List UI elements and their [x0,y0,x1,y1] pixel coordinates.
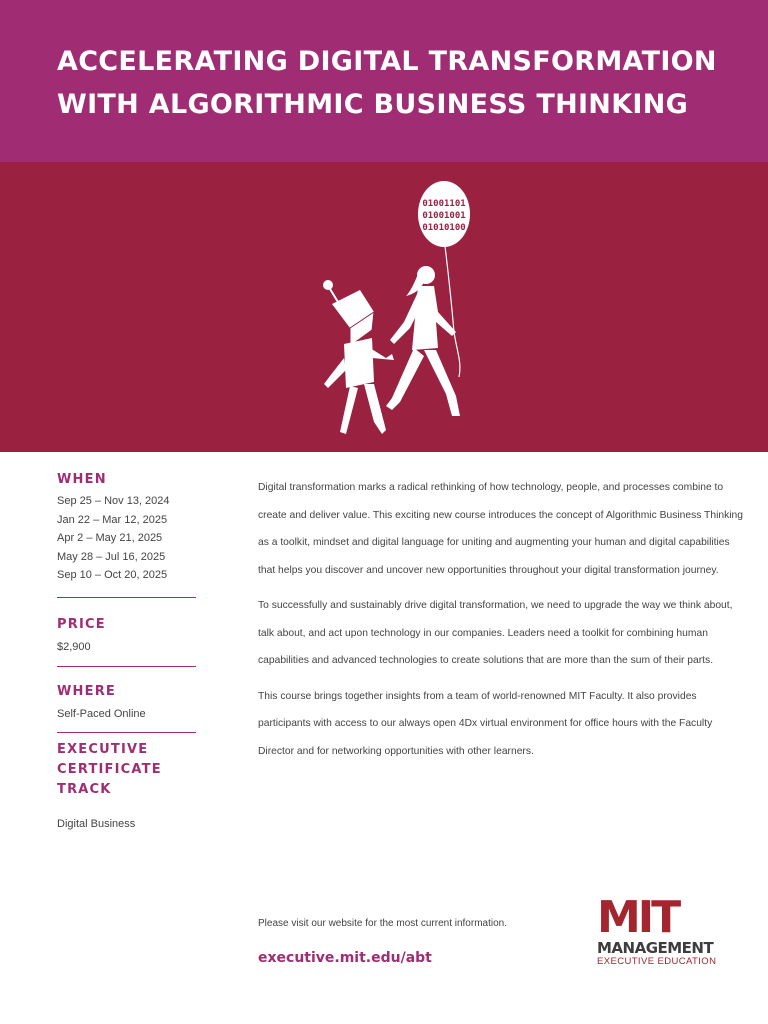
website-link[interactable]: executive.mit.edu/abt [258,950,432,966]
hero-illustration [0,162,768,452]
track-heading [57,740,196,800]
logo-management: MANAGEMENT [597,939,714,957]
track-heading-line: EXECUTIVE [57,741,149,757]
price-value: $2,900 [57,640,91,653]
balloon-line-2: 01001001 [422,211,466,221]
divider [57,597,196,598]
title-line-1: ACCELERATING DIGITAL TRANSFORMATION [57,46,717,77]
balloon-line-3: 01010100 [422,223,466,233]
when-heading: WHEN [57,472,107,487]
description-paragraph: This course brings together insights from a team of world-renowned MIT Faculty. It also provides participants with access to our always open 4Dx virtual environment for office hours with the Faculty Director and for networking opportunities with other learners. [258,690,713,757]
date-item: Sep 25 – Nov 13, 2024 [57,495,170,507]
date-item: Jan 22 – Mar 12, 2025 [57,513,168,526]
where-value: Self-Paced Online [57,708,146,720]
divider [57,732,196,733]
robot-and-woman-illustration [0,162,768,452]
track-heading-line: TRACK [57,781,112,797]
date-item: May 28 – Jul 16, 2025 [57,550,166,563]
date-item: Apr 2 – May 21, 2025 [57,532,163,544]
where-heading: WHERE [57,684,116,699]
price-heading: PRICE [57,616,106,632]
logo-mit: MIT [597,892,679,943]
logo-executive-education: EXECUTIVE EDUCATION [597,956,717,967]
divider [57,666,196,667]
balloon-line-1: 01001101 [422,199,466,209]
title-line-2: WITH ALGORITHMIC BUSINESS THINKING [57,89,689,120]
track-value: Digital Business [57,817,136,830]
page-title [57,40,747,126]
sidebar [57,470,196,833]
description-paragraph: To successfully and sustainably drive digital transformation, we need to upgrade the way we think about, talk about, and act upon technology in our companies. Leaders need a toolkit for combining human capabilities and advanced technologies to create solutions that are more than the sum of their parts. [258,600,733,666]
header-banner [0,0,768,162]
course-description [258,474,744,773]
track-heading-line: CERTIFICATE [57,761,162,777]
when-dates [57,492,196,585]
visit-note: Please visit our website for the most current information. [258,918,507,929]
mit-management-logo [597,892,717,967]
description-paragraph: Digital transformation marks a radical rethinking of how technology, people, and processes combine to create and deliver value. This exciting new course introduces the concept of Algorithmic Business Thinking as a toolkit, mindset and digital language for uniting and augmenting your human and digital capabilities that helps you discover and uncover new opportunities throughout your digital transformation journey. [258,482,743,576]
date-item: Sep 10 – Oct 20, 2025 [57,569,168,581]
